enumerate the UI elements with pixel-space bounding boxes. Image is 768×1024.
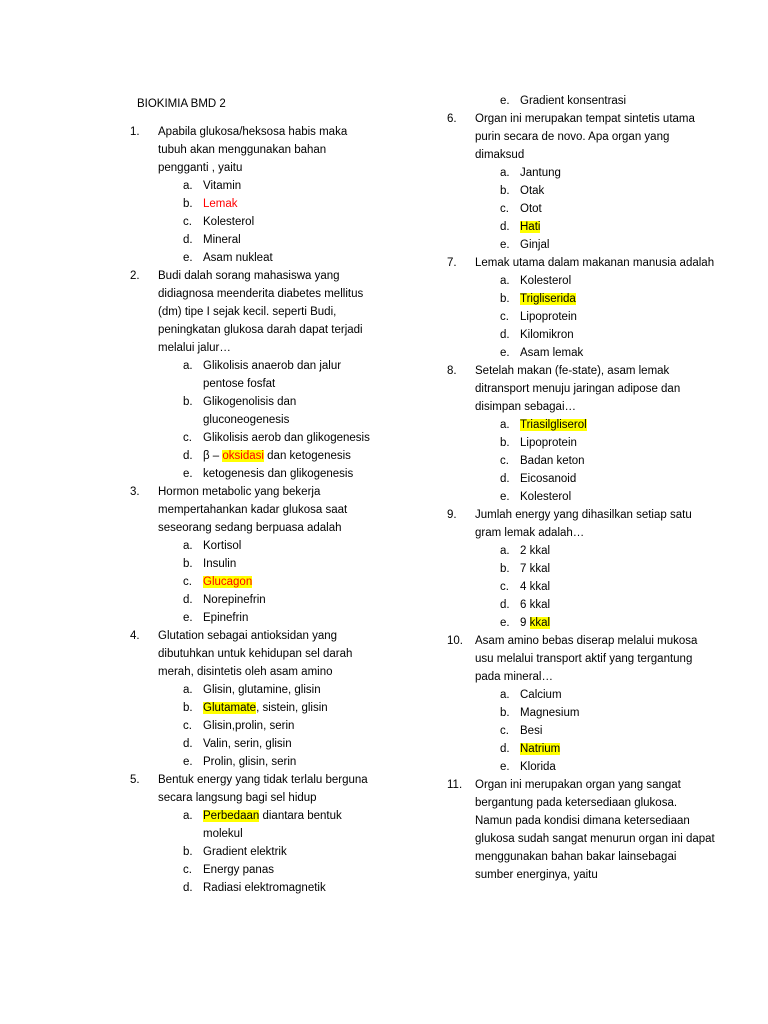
question-text: Jumlah energy yang dihasilkan setiap satu gram lemak adalah… xyxy=(475,509,692,539)
answer-option xyxy=(500,578,717,596)
option-letter: e. xyxy=(500,617,510,629)
option-text xyxy=(203,231,370,249)
option-text-part: Mineral xyxy=(203,234,241,246)
option-text xyxy=(203,879,370,897)
option-letter: a. xyxy=(500,275,510,287)
option-letter: d. xyxy=(183,450,193,462)
option-text-part: Lemak xyxy=(203,198,238,210)
option-letter: a. xyxy=(500,689,510,701)
answer-option xyxy=(183,393,370,429)
answer-option xyxy=(500,686,717,704)
question-text: Apabila glukosa/heksosa habis maka tubuh akan menggunakan bahan pengganti , yaitu xyxy=(158,126,348,174)
answer-option xyxy=(183,735,370,753)
option-text-part: Asam nukleat xyxy=(203,252,273,264)
question-number: 3. xyxy=(130,486,140,498)
option-text-part: Insulin xyxy=(203,558,237,570)
option-text xyxy=(520,92,717,110)
option-text xyxy=(203,753,370,771)
option-text xyxy=(203,807,370,843)
option-text xyxy=(203,447,370,465)
question-item xyxy=(447,506,717,632)
option-text-part: Kolesterol xyxy=(520,275,572,287)
option-letter: d. xyxy=(183,234,193,246)
answer-option xyxy=(500,326,717,344)
option-letter: c. xyxy=(183,864,192,876)
option-letter: d. xyxy=(183,738,193,750)
answer-option xyxy=(183,717,370,735)
option-letter: e. xyxy=(500,95,510,107)
option-text-part: Kortisol xyxy=(203,540,242,552)
answer-option xyxy=(500,200,717,218)
answer-option xyxy=(500,344,717,362)
option-text xyxy=(203,357,370,393)
answer-option xyxy=(500,488,717,506)
option-text-part: Gradient konsentrasi xyxy=(520,95,627,107)
answer-option xyxy=(183,357,370,393)
option-text-part: Otak xyxy=(520,185,545,197)
option-text-part: Glikolisis anaerob dan jalur pentose fosfat xyxy=(203,360,342,390)
option-text-part: 9 xyxy=(520,617,530,629)
option-text-part: Glisin,prolin, serin xyxy=(203,720,295,732)
right-column xyxy=(447,92,717,884)
option-text-part: 6 kkal xyxy=(520,599,551,611)
option-text-part: dan ketogenesis xyxy=(263,450,351,462)
option-text-part: Prolin, glisin, serin xyxy=(203,756,297,768)
option-text-part: Kilomikron xyxy=(520,329,574,341)
option-text-part: Kolesterol xyxy=(203,216,255,228)
question-item xyxy=(130,123,370,267)
option-letter: e. xyxy=(183,252,193,264)
option-letter: c. xyxy=(183,720,192,732)
option-letter: b. xyxy=(183,558,193,570)
option-text-part: Kolesterol xyxy=(520,491,572,503)
option-letter: b. xyxy=(183,198,193,210)
option-text xyxy=(203,177,370,195)
option-text-part: Ginjal xyxy=(520,239,550,251)
option-letter: d. xyxy=(500,743,510,755)
option-text xyxy=(520,686,717,704)
answer-option xyxy=(500,452,717,470)
option-text xyxy=(520,290,717,308)
option-text-part: Lipoprotein xyxy=(520,311,577,323)
answer-option xyxy=(183,447,370,465)
question-number: 6. xyxy=(447,113,457,125)
highlighted-answer: kkal xyxy=(529,617,551,629)
answer-option xyxy=(183,861,370,879)
option-text-part: , sistein, glisin xyxy=(256,702,328,714)
answer-option xyxy=(500,92,717,110)
option-text xyxy=(203,861,370,879)
question-text: Glutation sebagai antioksidan yang dibutuhkan untuk kehidupan sel darah merah, disintetis oleh asam amino xyxy=(158,630,353,678)
answer-option xyxy=(183,807,370,843)
option-letter: c. xyxy=(500,725,509,737)
answer-option xyxy=(183,177,370,195)
question-item xyxy=(447,632,717,776)
question-item xyxy=(447,110,717,254)
answer-option xyxy=(183,591,370,609)
option-letter: a. xyxy=(183,684,193,696)
option-text-part: Badan keton xyxy=(520,455,585,467)
option-letter: e. xyxy=(500,239,510,251)
option-letter: c. xyxy=(183,216,192,228)
answer-option xyxy=(500,614,717,632)
highlighted-answer: Perbedaan xyxy=(203,810,260,822)
option-text-part: Eicosanoid xyxy=(520,473,577,485)
option-text xyxy=(203,249,370,267)
option-letter: e. xyxy=(183,756,193,768)
option-text-part: Asam lemak xyxy=(520,347,584,359)
option-text xyxy=(520,434,717,452)
option-text xyxy=(520,308,717,326)
question-text: Bentuk energy yang tidak terlalu berguna secara langsung bagi sel hidup xyxy=(158,774,368,804)
option-letter: c. xyxy=(183,432,192,444)
option-letter: b. xyxy=(500,185,510,197)
question-number: 10. xyxy=(447,635,463,647)
answer-option xyxy=(500,272,717,290)
question-number: 5. xyxy=(130,774,140,786)
question-number: 9. xyxy=(447,509,457,521)
option-letter: a. xyxy=(500,167,510,179)
option-letter: a. xyxy=(183,360,193,372)
answer-option xyxy=(500,308,717,326)
answer-option xyxy=(183,843,370,861)
answer-option xyxy=(183,879,370,897)
option-text xyxy=(203,717,370,735)
option-text xyxy=(203,573,370,591)
highlighted-answer: Triasilgliserol xyxy=(520,419,587,431)
option-letter: b. xyxy=(500,563,510,575)
question-text: Hormon metabolic yang bekerja mempertahankan kadar glukosa saat seseorang sedang berpuasa adalah xyxy=(158,486,348,534)
answer-option xyxy=(183,465,370,483)
question-number: 7. xyxy=(447,257,457,269)
option-text xyxy=(520,488,717,506)
option-text-part: diantara bentuk molekul xyxy=(203,810,342,840)
question-item xyxy=(130,627,370,771)
question-item xyxy=(130,483,370,627)
option-letter: d. xyxy=(183,882,193,894)
option-letter: c. xyxy=(500,581,509,593)
option-letter: c. xyxy=(183,576,192,588)
option-letter: a. xyxy=(183,540,193,552)
option-text xyxy=(203,555,370,573)
question-number: 11. xyxy=(447,779,463,791)
question-text: Organ ini merupakan tempat sintetis utama purin secara de novo. Apa organ yang dimaksud xyxy=(475,113,695,161)
option-letter: b. xyxy=(500,293,510,305)
option-text-part: Magnesium xyxy=(520,707,580,719)
option-text xyxy=(520,236,717,254)
answer-option xyxy=(183,753,370,771)
option-letter: e. xyxy=(500,491,510,503)
option-letter: d. xyxy=(500,473,510,485)
question-item xyxy=(447,362,717,506)
option-text xyxy=(520,344,717,362)
option-text-part: Klorida xyxy=(520,761,556,773)
option-text xyxy=(520,326,717,344)
option-text xyxy=(203,429,370,447)
option-letter: b. xyxy=(183,846,193,858)
option-text-part: Norepinefrin xyxy=(203,594,266,606)
question-item xyxy=(130,771,370,897)
option-letter: d. xyxy=(183,594,193,606)
answer-option xyxy=(500,182,717,200)
document-title: BIOKIMIA BMD 2 xyxy=(137,98,226,110)
answer-option xyxy=(500,290,717,308)
option-text xyxy=(520,758,717,776)
option-letter: e. xyxy=(183,468,193,480)
highlighted-answer: Glucagon xyxy=(203,576,253,588)
option-letter: b. xyxy=(183,702,193,714)
option-text-part: 7 kkal xyxy=(520,563,551,575)
answer-option xyxy=(183,195,370,213)
option-letter: a. xyxy=(183,180,193,192)
highlighted-answer: Natrium xyxy=(520,743,561,755)
highlighted-answer: Hati xyxy=(520,221,541,233)
option-letter: e. xyxy=(183,612,193,624)
answer-option xyxy=(500,740,717,758)
answer-option xyxy=(183,681,370,699)
option-letter: a. xyxy=(500,419,510,431)
option-text xyxy=(520,578,717,596)
left-column xyxy=(130,123,370,897)
answer-option xyxy=(500,560,717,578)
answer-option xyxy=(500,416,717,434)
option-text-part: Calcium xyxy=(520,689,562,701)
answer-option xyxy=(183,429,370,447)
option-text-part: Radiasi elektromagnetik xyxy=(203,882,326,894)
option-text xyxy=(520,200,717,218)
option-text xyxy=(520,560,717,578)
option-text-part: Besi xyxy=(520,725,543,737)
answer-option xyxy=(500,722,717,740)
option-text xyxy=(520,164,717,182)
question-number: 4. xyxy=(130,630,140,642)
option-letter: a. xyxy=(500,545,510,557)
option-text-part: Otot xyxy=(520,203,542,215)
answer-option xyxy=(500,434,717,452)
option-text xyxy=(203,609,370,627)
option-text xyxy=(520,704,717,722)
highlighted-answer: Trigliserida xyxy=(520,293,576,305)
answer-option xyxy=(500,470,717,488)
option-letter: c. xyxy=(500,455,509,467)
option-text xyxy=(520,470,717,488)
option-text xyxy=(520,416,717,434)
option-text-part: Vitamin xyxy=(203,180,242,192)
option-text xyxy=(520,272,717,290)
option-letter: d. xyxy=(500,329,510,341)
option-text xyxy=(203,393,370,429)
option-letter: c. xyxy=(500,203,509,215)
question-text: Lemak utama dalam makanan manusia adalah xyxy=(475,257,715,269)
option-text-part: Epinefrin xyxy=(203,612,249,624)
option-letter: c. xyxy=(500,311,509,323)
option-text xyxy=(520,722,717,740)
highlighted-answer: oksidasi xyxy=(222,450,264,462)
answer-option xyxy=(500,542,717,560)
question-item xyxy=(447,776,717,884)
option-text xyxy=(520,614,717,632)
option-text-part: Gradient elektrik xyxy=(203,846,287,858)
answer-option xyxy=(500,704,717,722)
answer-option xyxy=(183,231,370,249)
answer-option xyxy=(500,758,717,776)
option-text xyxy=(520,596,717,614)
option-text xyxy=(203,843,370,861)
question-number: 8. xyxy=(447,365,457,377)
option-text-part: Glikogenolisis dan gluconeogenesis xyxy=(203,396,297,426)
question-number: 2. xyxy=(130,270,140,282)
option-text xyxy=(203,591,370,609)
option-letter: a. xyxy=(183,810,193,822)
option-letter: b. xyxy=(500,707,510,719)
question-text: Setelah makan (fe-state), asam lemak ditransport menuju jaringan adipose dan disimpan sebagai… xyxy=(475,365,681,413)
question-text: Asam amino bebas diserap melalui mukosa usu melalui transport aktif yang tergantung pada mineral… xyxy=(475,635,698,683)
highlighted-answer: Glutamate xyxy=(203,702,257,714)
answer-option xyxy=(500,596,717,614)
option-text-part: Lipoprotein xyxy=(520,437,577,449)
answer-option xyxy=(183,537,370,555)
option-text xyxy=(203,195,370,213)
option-letter: b. xyxy=(183,396,193,408)
answer-option xyxy=(183,555,370,573)
option-letter: d. xyxy=(500,221,510,233)
option-text xyxy=(203,213,370,231)
option-text xyxy=(203,699,370,717)
option-text xyxy=(520,740,717,758)
option-text xyxy=(520,452,717,470)
question-text: Budi dalah sorang mahasiswa yang didiagnosa meenderita diabetes mellitus (dm) tipe I sejak kecil. seperti Budi, peningkatan glukosa darah dapat terjadi melalui jalur… xyxy=(158,270,364,354)
option-text-part: Jantung xyxy=(520,167,561,179)
question-item xyxy=(130,267,370,483)
answer-option xyxy=(500,236,717,254)
answer-option xyxy=(183,249,370,267)
question-text: Organ ini merupakan organ yang sangat bergantung pada ketersediaan glukosa. Namun pada kondisi dimana ketersediaan glukosa sudah sangat menurun organ ini dapat menggunakan bahan bakar lainsebagai sumber energinya, yaitu xyxy=(475,779,715,881)
answer-option xyxy=(183,699,370,717)
option-text-part: 2 kkal xyxy=(520,545,551,557)
option-letter: e. xyxy=(500,347,510,359)
option-text xyxy=(520,542,717,560)
option-text-part: 4 kkal xyxy=(520,581,551,593)
option-text xyxy=(203,735,370,753)
option-text xyxy=(203,465,370,483)
option-text-part: Valin, serin, glisin xyxy=(203,738,292,750)
option-text-part: Energy panas xyxy=(203,864,274,876)
answer-option xyxy=(500,164,717,182)
option-text xyxy=(203,681,370,699)
answer-option xyxy=(183,609,370,627)
option-text xyxy=(520,218,717,236)
option-text-part: ketogenesis dan glikogenesis xyxy=(203,468,354,480)
option-text-part: Glikolisis aerob dan glikogenesis xyxy=(203,432,370,444)
answer-option xyxy=(183,213,370,231)
answer-option xyxy=(500,218,717,236)
question-number: 1. xyxy=(130,126,140,138)
answer-option xyxy=(183,573,370,591)
question-item xyxy=(447,254,717,362)
option-text-part: β – xyxy=(203,450,223,462)
option-text xyxy=(520,182,717,200)
option-letter: d. xyxy=(500,599,510,611)
option-text xyxy=(203,537,370,555)
question-item xyxy=(447,92,717,110)
option-letter: e. xyxy=(500,761,510,773)
option-letter: b. xyxy=(500,437,510,449)
option-text-part: Glisin, glutamine, glisin xyxy=(203,684,321,696)
